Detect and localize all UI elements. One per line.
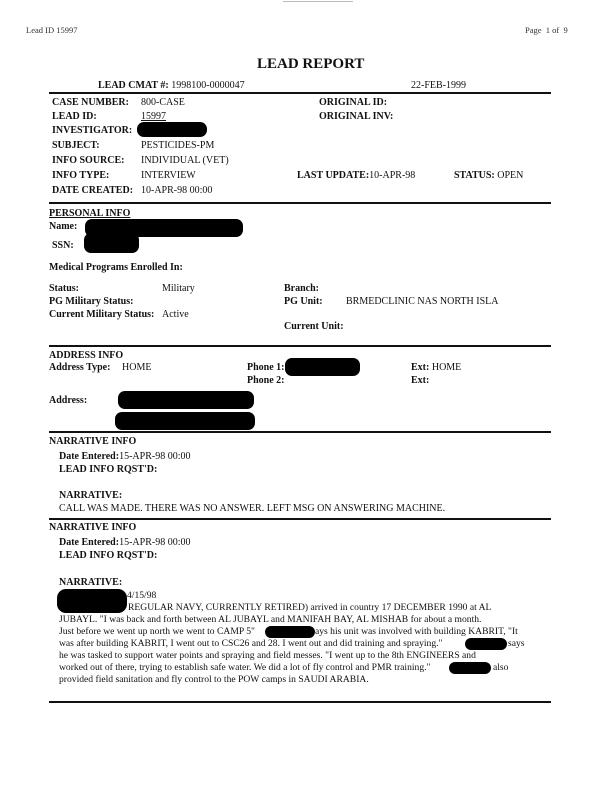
pg-unit-value: BRMEDCLINIC NAS NORTH ISLA	[346, 296, 499, 307]
narrative2-line-7: provided field sanitation and fly control to the POW camps in SAUDI ARABIA.	[59, 674, 369, 685]
lead-id-header: Lead ID 15997	[26, 25, 78, 35]
last-update	[297, 170, 415, 181]
date-created-value: 10-APR-98 00:00	[141, 185, 213, 196]
narrative2-date-value: 15-APR-98 00:00	[119, 537, 191, 548]
narrative1-text: CALL WAS MADE. THERE WAS NO ANSWER. LEFT MSG ON ANSWERING MACHINE.	[59, 503, 446, 514]
status-value: OPEN	[497, 170, 524, 181]
narrative2-divider	[49, 701, 551, 703]
narrative2-date-entered	[59, 537, 190, 548]
pg-unit-label: PG Unit:	[284, 296, 323, 307]
phone2-label: Phone 2:	[247, 375, 285, 386]
narrative2-date-label: Date Entered:	[59, 537, 120, 548]
investigator-redaction	[137, 122, 207, 137]
report-date: 22-FEB-1999	[411, 80, 466, 91]
address-line2-redaction	[115, 412, 255, 430]
branch-label: Branch:	[284, 283, 319, 294]
address-info-title: ADDRESS INFO	[49, 350, 124, 361]
report-title: LEAD REPORT	[257, 56, 365, 72]
narrative2-rqst-label: LEAD INFO RQST'D:	[59, 550, 158, 561]
ssn-label: SSN:	[52, 240, 74, 251]
info-type-value: INTERVIEW	[141, 170, 196, 181]
personal-divider	[49, 345, 551, 347]
info-source-value: INDIVIDUAL (VET)	[141, 155, 229, 166]
ssn-redaction	[84, 233, 139, 253]
address-type-value: HOME	[122, 362, 152, 373]
narrative2-line-5: he was tasked to support water points and spraying and field messes. "I went up to the 8th ENGINEERS and	[59, 650, 476, 661]
case-number-value: 800-CASE	[141, 97, 185, 108]
current-military-status-value: Active	[162, 309, 189, 320]
narrative2-line-3a: Just before we went up north we went to CAMP 5"	[59, 626, 255, 637]
phone1-label: Phone 1:	[247, 362, 285, 373]
cmat-label: LEAD CMAT #:	[98, 80, 169, 91]
info-type-label: INFO TYPE:	[52, 170, 110, 181]
narrative2-line-4a: was after building KABRIT, I went out to CSC26 and 28. I went out and did training and spraying."	[59, 638, 443, 649]
address-divider	[49, 431, 551, 433]
status-military-value: Military	[162, 283, 195, 294]
narrative2-label: NARRATIVE:	[59, 577, 123, 588]
narrative1-rqst-label: LEAD INFO RQST'D:	[59, 464, 158, 475]
narrative1-date-entered	[59, 451, 190, 462]
status	[454, 170, 523, 181]
current-military-status-label: Current Military Status:	[49, 309, 155, 320]
pg-military-status-label: PG Military Status:	[49, 296, 134, 307]
page-indicator	[525, 25, 568, 35]
last-update-label: LAST UPDATE:	[297, 170, 370, 181]
narrative2-line-2: JUBAYL. "I was back and forth between AL JUBAYL and MANIFAH BAY, AL MISHAB for about a month.	[59, 614, 482, 625]
case-number-label: CASE NUMBER:	[52, 97, 129, 108]
ext1-value: HOME	[431, 362, 462, 373]
narrative2-line-4b: says	[508, 638, 525, 649]
narrative2-date-line: 4/15/98	[127, 590, 157, 601]
narrative2-redaction-3	[449, 662, 491, 674]
cmat-value: 1998100-0000047	[171, 80, 245, 91]
personal-info-title: PERSONAL INFO	[49, 208, 131, 219]
address-line1-redaction	[118, 391, 254, 409]
narrative2-line-1: REGULAR NAVY, CURRENTLY RETIRED) arrived in country 17 DECEMBER 1990 at AL	[128, 602, 492, 613]
date-created-label: DATE CREATED:	[52, 185, 134, 196]
narrative1-title: NARRATIVE INFO	[49, 436, 137, 447]
narrative1-divider	[49, 518, 551, 520]
status-military-label: Status:	[49, 283, 80, 294]
address-type-label: Address Type:	[49, 362, 111, 373]
subject-label: SUBJECT:	[52, 140, 100, 151]
ext1	[411, 362, 461, 373]
narrative2-line-3b: ays his unit was involved with building KABRIT, "It	[315, 626, 518, 637]
of-label: of	[552, 25, 560, 35]
narrative2-line-6b: also	[493, 662, 509, 673]
current-unit-label: Current Unit:	[284, 321, 344, 332]
ext2-label: Ext:	[411, 375, 430, 386]
info-source-label: INFO SOURCE:	[52, 155, 125, 166]
status-label: STATUS:	[454, 170, 495, 181]
lead-cmat	[98, 80, 245, 91]
name-label: Name:	[49, 221, 78, 232]
ext1-label: Ext:	[411, 362, 430, 373]
scan-artifact	[283, 1, 353, 2]
lead-id-value: 15997	[141, 111, 166, 122]
original-id-label: ORIGINAL ID:	[319, 97, 388, 108]
subject-value: PESTICIDES-PM	[141, 140, 215, 151]
narrative2-redaction-1	[265, 626, 315, 638]
narrative1-date-label: Date Entered:	[59, 451, 120, 462]
original-inv-label: ORIGINAL INV:	[319, 111, 394, 122]
case-divider	[49, 202, 551, 204]
phone1-redaction	[285, 358, 360, 376]
narrative1-date-value: 15-APR-98 00:00	[119, 451, 191, 462]
narrative2-name-redaction	[57, 589, 127, 613]
address-label: Address:	[49, 395, 88, 406]
page-number: 1	[545, 25, 551, 35]
medical-programs-label: Medical Programs Enrolled In:	[49, 262, 183, 273]
narrative2-line-6a: worked out of there, trying to establish safe water. We did a lot of fly control and PMR training."	[59, 662, 431, 673]
narrative2-redaction-2	[465, 638, 507, 650]
page-total: 9	[563, 25, 568, 35]
header-divider	[49, 92, 551, 94]
investigator-label: INVESTIGATOR:	[52, 125, 133, 136]
narrative2-title: NARRATIVE INFO	[49, 522, 137, 533]
last-update-value: 10-APR-98	[369, 170, 416, 181]
page-label: Page	[525, 25, 542, 35]
narrative1-label: NARRATIVE:	[59, 490, 123, 501]
lead-id-label: LEAD ID:	[52, 111, 97, 122]
